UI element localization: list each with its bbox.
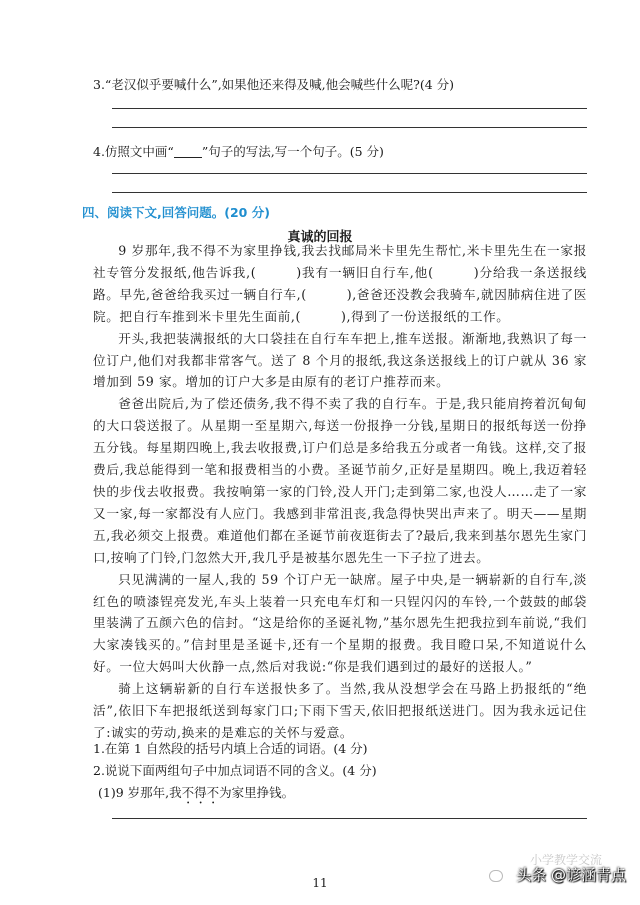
- paragraph-text: ),得到了一份送报纸的工作。: [341, 308, 510, 324]
- page-number: 11: [312, 876, 328, 890]
- underline-sample: [174, 145, 202, 158]
- paragraph-text: ),爸爸还没教会我骑车,就因肺病住进了医院。把自行车推到米卡里先生面前,(: [93, 286, 587, 324]
- question-4-text: 4.仿照文中画“: [93, 144, 174, 159]
- section-heading: 四、阅读下文,回答问题。(20 分): [82, 205, 270, 220]
- question-4: [93, 142, 384, 160]
- sub-question-2-1: [98, 783, 294, 807]
- answer-line[interactable]: [112, 173, 587, 174]
- sentence-text: (1)9 岁那年,我: [98, 785, 182, 800]
- paragraph-2: 开头,我把装满报纸的大口袋挂在自行车车把上,推车送报。渐渐地,我熟识了每一位订户,他们对我都非常客气。送了 8 个月的报纸,我这条送报线上的订户就从 36 家增加到 59 家。增加的订户大多是由原有的老订户推荐而来。: [93, 330, 587, 390]
- paragraph-5: 骑上这辆崭新的自行车送报快多了。当然,我从没想学会在马路上扔报纸的“绝活”,依旧下车把报纸送到每家门口;下雨下雪天,依旧把报纸送进门。因为我永远记住了:诚实的劳动,换来的是难忘的关怀与爱意。: [93, 681, 587, 740]
- watermark-faint: 小学教学交流: [529, 853, 602, 867]
- passage-title: 真诚的回报: [287, 230, 353, 245]
- paragraph-4: 只见满满的一屋人,我的 59 个订户无一缺席。屋子中央,是一辆崭新的自行车,淡红色的喷漆锃亮发光,车头上装着一只充电车灯和一只锃闪闪的车铃,一个鼓鼓的邮袋里装满了五颜六色的信封。“这是给你的圣诞礼物,”基尔恩先生把我拉到车前说,“我们大家凑钱买的。”信封里是圣诞卡,还有一个星期的报费。我目瞪口呆,不知道说什么好。一位大妈叫大伙静一点,然后对我说:“你是我们遇到过的最好的送报人。”: [93, 571, 587, 675]
- answer-line[interactable]: [112, 818, 587, 819]
- question-3: 3.“老汉似乎要喊什么”,如果他还来得及喊,他会喊些什么呢?(4 分): [93, 77, 455, 92]
- sub-question-1: 1.在第 1 自然段的括号内填上合适的词语。(4 分): [93, 741, 368, 756]
- sub-question-2: 2.说说下面两组句子中加点词语不同的含义。(4 分): [93, 763, 377, 778]
- paragraph-text: )分给我一条送报线路。早先,爸爸给我买过一辆自行车,(: [93, 264, 587, 302]
- watermark: 头条 @谚涵青点: [516, 866, 626, 884]
- passage-body: [93, 240, 587, 744]
- paragraph-text: 9 岁那年,我不得不为家里挣钱,我去找邮局米卡里先生帮忙,米卡里先生在一家报社专管分发报纸,他告诉我,(: [93, 243, 587, 280]
- answer-line[interactable]: [112, 108, 587, 109]
- paragraph-text: )我有一辆旧自行车,他(: [296, 264, 434, 280]
- sentence-text: 为家里挣钱。: [219, 785, 295, 800]
- answer-line[interactable]: [112, 127, 587, 128]
- paragraph-3: 爸爸出院后,为了偿还债务,我不得不卖了我的自行车。于是,我只能肩挎着沉甸甸的大口袋送报了。从星期一至星期六,每送一份报挣一分钱,星期日的报纸每送一份挣五分钱。每星期四晚上,我去收报费,订户们总是多给我五分或者一角钱。这样,交了报费后,我总能得到一笔和报费相当的小费。圣诞节前夕,正好是星期四。晚上,我迈着轻快的步伐去收报费。我按响第一家的门铃,没人开门;走到第二家,也没人……走了一家又一家,每一家都没有人应门。我感到非常沮丧,我急得快哭出声来了。明天——星期五,我必须交上报费。难道他们都在圣诞节前夜逛街去了?最后,我来到基尔恩先生家门口,按响了门铃,门忽然大开,我几乎是被基尔恩先生一下子拉了进去。: [93, 396, 587, 565]
- wechat-icon: [489, 870, 503, 882]
- dotted-words: 不得不: [181, 785, 220, 800]
- paragraph-1: [93, 240, 587, 328]
- question-4-text: ”句子的写法,写一个句子。(5 分): [201, 144, 384, 159]
- answer-line[interactable]: [112, 192, 587, 193]
